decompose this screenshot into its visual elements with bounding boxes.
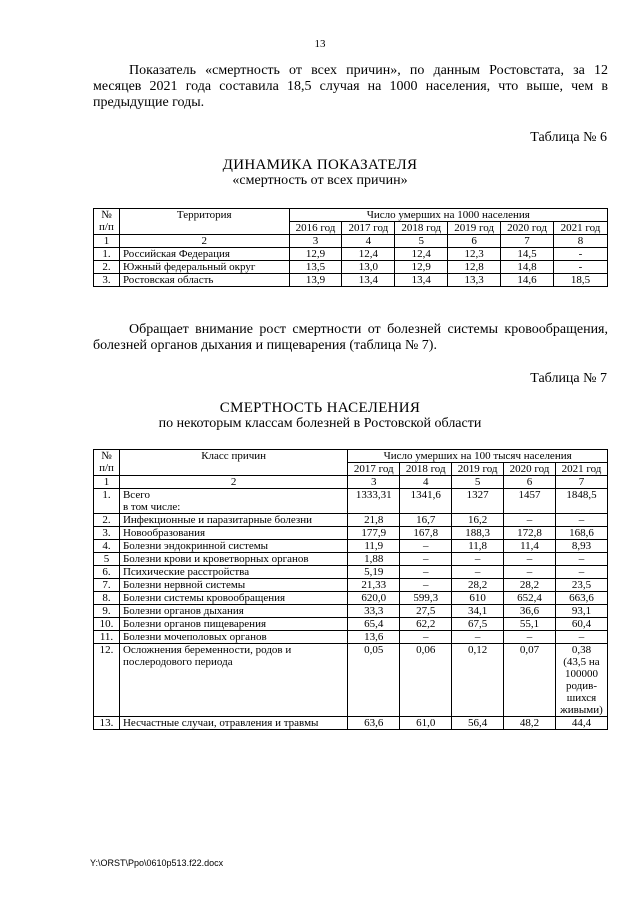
table7-year: 2021 год — [555, 463, 607, 476]
row-number: 8. — [94, 592, 120, 605]
row-value: 1848,5 — [555, 489, 607, 514]
row-value: 0,07 — [504, 644, 556, 717]
table7-year: 2020 год — [504, 463, 556, 476]
row-value: 168,6 — [555, 527, 607, 540]
row-value: - — [554, 248, 608, 261]
table6-col-number: 6 — [448, 235, 501, 248]
row-label: Болезни крови и кроветворных органов — [119, 553, 347, 566]
table-row — [94, 605, 608, 618]
row-value: 48,2 — [504, 717, 556, 730]
row-value: – — [452, 631, 504, 644]
row-value: 12,4 — [342, 248, 395, 261]
table7-subtitle: по некоторым классам болезней в Ростовской области — [158, 416, 482, 431]
row-number: 2. — [94, 261, 120, 274]
row-label: Южный федеральный округ — [119, 261, 289, 274]
table7-col-number: 3 — [348, 476, 400, 489]
table6-col-number: 8 — [554, 235, 608, 248]
row-number: 7. — [94, 579, 120, 592]
row-label: Болезни нервной системы — [119, 579, 347, 592]
row-number: 10. — [94, 618, 120, 631]
row-value: 5,19 — [348, 566, 400, 579]
row-label: Психические расстройства — [119, 566, 347, 579]
table-row — [94, 540, 608, 553]
table6-year: 2020 год — [501, 222, 554, 235]
row-value: 44,4 — [555, 717, 607, 730]
row-number: 5 — [94, 553, 120, 566]
row-value: 0,38 (43,5 на 100000 родив- шихся живыми) — [555, 644, 607, 717]
row-value: – — [504, 514, 556, 527]
table7-head-class: Класс причин — [119, 450, 347, 476]
table7-col-number: 4 — [400, 476, 452, 489]
row-number: 13. — [94, 717, 120, 730]
table-row — [94, 644, 608, 717]
table7-col-number: 1 — [94, 476, 120, 489]
table6-head-group: Число умерших на 1000 населения — [289, 209, 607, 222]
row-number: 11. — [94, 631, 120, 644]
row-value: 14,6 — [501, 274, 554, 287]
row-value: – — [400, 579, 452, 592]
table-row — [94, 631, 608, 644]
table-row — [94, 527, 608, 540]
row-number: 9. — [94, 605, 120, 618]
row-value: 188,3 — [452, 527, 504, 540]
row-value: 599,3 — [400, 592, 452, 605]
row-value: – — [555, 631, 607, 644]
row-value: 167,8 — [400, 527, 452, 540]
row-value: – — [555, 514, 607, 527]
row-label: Российская Федерация — [119, 248, 289, 261]
row-value: 62,2 — [400, 618, 452, 631]
row-value: 13,3 — [448, 274, 501, 287]
table6-year: 2016 год — [289, 222, 342, 235]
table6-col-number: 7 — [501, 235, 554, 248]
row-value: 93,1 — [555, 605, 607, 618]
table6 — [93, 208, 608, 287]
table7-head-group: Число умерших на 100 тысяч населения — [348, 450, 608, 463]
row-value: 12,9 — [289, 248, 342, 261]
table6-label: Таблица № 6 — [530, 130, 607, 145]
row-value: 610 — [452, 592, 504, 605]
table7-year: 2018 год — [400, 463, 452, 476]
row-value: – — [504, 553, 556, 566]
row-number: 3. — [94, 527, 120, 540]
table-row — [94, 514, 608, 527]
row-value: 0,12 — [452, 644, 504, 717]
table6-year: 2019 год — [448, 222, 501, 235]
row-value: 13,5 — [289, 261, 342, 274]
row-value: 13,6 — [348, 631, 400, 644]
row-value: 12,9 — [395, 261, 448, 274]
row-value: 28,2 — [452, 579, 504, 592]
row-value: 0,05 — [348, 644, 400, 717]
table7-col-number: 7 — [555, 476, 607, 489]
row-value: 12,3 — [448, 248, 501, 261]
row-value: 27,5 — [400, 605, 452, 618]
row-value: 34,1 — [452, 605, 504, 618]
footer-file-path: Y:\ORST\Ppo\0610p513.f22.docx — [90, 858, 224, 868]
row-value: 61,0 — [400, 717, 452, 730]
row-value: 63,6 — [348, 717, 400, 730]
row-label: Болезни мочеполовых органов — [119, 631, 347, 644]
table-row — [94, 592, 608, 605]
row-value: – — [555, 566, 607, 579]
table7-label: Таблица № 7 — [530, 371, 607, 386]
row-value: 55,1 — [504, 618, 556, 631]
row-label: Болезни эндокринной системы — [119, 540, 347, 553]
table6-col-number: 3 — [289, 235, 342, 248]
table-row — [94, 274, 608, 287]
row-label: Несчастные случаи, отравления и травмы — [119, 717, 347, 730]
table7-year: 2017 год — [348, 463, 400, 476]
row-value: 28,2 — [504, 579, 556, 592]
row-value: – — [452, 566, 504, 579]
table6-col-number: 5 — [395, 235, 448, 248]
table-row — [94, 717, 608, 730]
row-value: 652,4 — [504, 592, 556, 605]
row-number: 1. — [94, 248, 120, 261]
table6-col-number: 1 — [94, 235, 120, 248]
row-value: 1333,31 — [348, 489, 400, 514]
row-value: 16,7 — [400, 514, 452, 527]
page-number: 13 — [314, 38, 326, 50]
table6-col-number: 2 — [119, 235, 289, 248]
table7-col-number: 5 — [452, 476, 504, 489]
row-label: Болезни органов пищеварения — [119, 618, 347, 631]
row-value: 1,88 — [348, 553, 400, 566]
row-label: Болезни органов дыхания — [119, 605, 347, 618]
table-row — [94, 618, 608, 631]
row-number: 4. — [94, 540, 120, 553]
table7 — [93, 449, 608, 730]
row-number: 12. — [94, 644, 120, 717]
table6-year: 2017 год — [342, 222, 395, 235]
row-value: 23,5 — [555, 579, 607, 592]
row-value: 1341,6 — [400, 489, 452, 514]
row-value: – — [504, 631, 556, 644]
row-value: 0,06 — [400, 644, 452, 717]
row-value: 8,93 — [555, 540, 607, 553]
table7-title: СМЕРТНОСТЬ НАСЕЛЕНИЯ — [219, 400, 421, 416]
intro-paragraph: Показатель «смертность от всех причин», по данным Ростовстата, за 12 месяцев 2021 года составила 18,5 случая на 1000 населения, что выше, чем в предыдущие годы. — [93, 63, 608, 110]
row-value: 13,4 — [395, 274, 448, 287]
row-value: 620,0 — [348, 592, 400, 605]
row-value: 56,4 — [452, 717, 504, 730]
row-value: 60,4 — [555, 618, 607, 631]
row-value: 172,8 — [504, 527, 556, 540]
row-value: 16,2 — [452, 514, 504, 527]
row-value: 13,0 — [342, 261, 395, 274]
table6-subtitle: «смертность от всех причин» — [232, 173, 408, 188]
row-value: 13,4 — [342, 274, 395, 287]
row-value: 67,5 — [452, 618, 504, 631]
row-value: 14,5 — [501, 248, 554, 261]
table6-head-territory: Территория — [119, 209, 289, 235]
row-value: 177,9 — [348, 527, 400, 540]
row-value: 65,4 — [348, 618, 400, 631]
row-value: 33,3 — [348, 605, 400, 618]
middle-paragraph: Обращает внимание рост смертности от болезней системы кровообращения, болезней органов дыхания и пищеварения (таблица № 7). — [93, 322, 608, 353]
row-label: Осложнения беременности, родов и послеродового периода — [119, 644, 347, 717]
row-value: 11,8 — [452, 540, 504, 553]
row-value: 12,8 — [448, 261, 501, 274]
row-value: 21,8 — [348, 514, 400, 527]
row-value: – — [452, 553, 504, 566]
row-label: Всего в том числе: — [119, 489, 347, 514]
row-label: Болезни системы кровообращения — [119, 592, 347, 605]
row-value: 11,4 — [504, 540, 556, 553]
table7-col-number: 6 — [504, 476, 556, 489]
row-value: 11,9 — [348, 540, 400, 553]
table-row — [94, 489, 608, 514]
table-row — [94, 553, 608, 566]
table6-title: ДИНАМИКА ПОКАЗАТЕЛЯ — [222, 157, 418, 173]
row-value: – — [400, 631, 452, 644]
row-value: 12,4 — [395, 248, 448, 261]
row-label: Новообразования — [119, 527, 347, 540]
row-value: 1457 — [504, 489, 556, 514]
row-number: 3. — [94, 274, 120, 287]
row-value: 663,6 — [555, 592, 607, 605]
row-value: – — [400, 566, 452, 579]
table6-head-no: № п/п — [94, 209, 120, 235]
row-label: Инфекционные и паразитарные болезни — [119, 514, 347, 527]
row-value: - — [554, 261, 608, 274]
row-value: – — [504, 566, 556, 579]
table-row — [94, 566, 608, 579]
table-row — [94, 579, 608, 592]
table6-year: 2018 год — [395, 222, 448, 235]
row-label: Ростовская область — [119, 274, 289, 287]
table7-year: 2019 год — [452, 463, 504, 476]
row-number: 1. — [94, 489, 120, 514]
row-value: – — [400, 540, 452, 553]
row-number: 2. — [94, 514, 120, 527]
table-row — [94, 261, 608, 274]
table6-year: 2021 год — [554, 222, 608, 235]
table6-col-number: 4 — [342, 235, 395, 248]
row-value: 1327 — [452, 489, 504, 514]
table7-head-no: № п/п — [94, 450, 120, 476]
table7-col-number: 2 — [119, 476, 347, 489]
row-value: 13,9 — [289, 274, 342, 287]
row-value: – — [400, 553, 452, 566]
row-value: 14,8 — [501, 261, 554, 274]
row-value: – — [555, 553, 607, 566]
table-row — [94, 248, 608, 261]
row-number: 6. — [94, 566, 120, 579]
row-value: 18,5 — [554, 274, 608, 287]
row-value: 21,33 — [348, 579, 400, 592]
row-value: 36,6 — [504, 605, 556, 618]
